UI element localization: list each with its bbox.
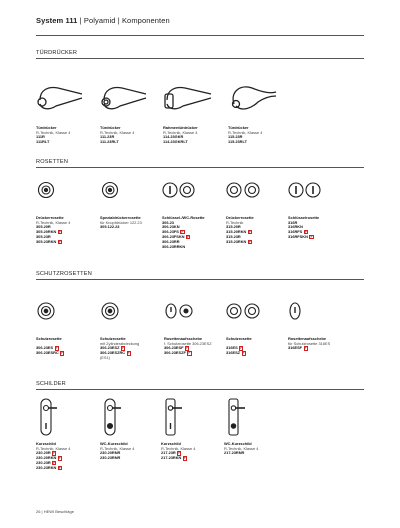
header-category: Komponenten (121, 16, 170, 25)
header-material: Polyamid (83, 16, 116, 25)
fire-rating-badge: F (61, 351, 64, 356)
product-item: Schutzrosette 316ES F 316ESZ F (226, 336, 252, 356)
fire-rating-badge: F (188, 351, 191, 356)
fire-rating-badge: F (53, 461, 56, 466)
product-item: WC-Kurzschild R-Technik, Klasse 4 230.20RNR 230.23RNR (100, 441, 135, 461)
fire-rating-badge: F (58, 466, 61, 471)
product-item: Kurzschild R-Technik, Klasse 4 217.23R F 217.23RKN F (161, 441, 196, 461)
section-rule (36, 167, 364, 168)
rosette-cover-image (164, 301, 194, 321)
fire-rating-badge: F (178, 451, 181, 456)
rosette-image (36, 181, 56, 199)
product-item: Rosettenaufsschebe für Schutzrosette 316ES 316ESF F (288, 336, 331, 351)
frame-door-handle-image (163, 80, 215, 116)
product-item: Rosettenaufsschebe f. Schutzrosette 306.23ESZ 306.23ESF F 306.23ESZF F (164, 336, 212, 356)
product-item: Drückerrosette R-Technik, Klasse 4 305.20R 305.20RKN F 305.23R 305.23RKN F (36, 215, 71, 244)
fire-rating-badge: F (240, 346, 243, 351)
header-system: System 111 (36, 16, 78, 25)
page-header: System 111 | Polyamid | Komponenten (36, 16, 170, 25)
product-item: Schutzrosette 306.23ES F 306.23ESRC F (36, 336, 64, 356)
section-title-schutzrosetten: SCHUTZROSETTEN (36, 271, 92, 277)
product-item: Kurzschild R-Technik, Klasse 4 230.20R F 230.20RKN F 230.23R F 230.23RKN F (36, 441, 71, 471)
product-item: Schlüssel-/WC-Rosette 306.23 306.23KN 306.23FS F 306.23FSKN F 306.23RR 306.23RRKN (162, 215, 205, 249)
fire-rating-badge: F (248, 230, 251, 235)
protective-rosette-image (100, 301, 120, 321)
short-plate-image (161, 397, 183, 437)
door-handle-image (228, 80, 280, 116)
product-item: Türdrücker R-Technik, Klasse 4 111.23R 111.23RLT (100, 125, 135, 145)
product-item: WC-Kurzschild R-Technik, Klasse 4 217.23RNR (224, 441, 259, 456)
key-wc-rosette-image (162, 181, 196, 199)
product-item: Türdrücker R-Technik, Klasse 4 111R 111RLT (36, 125, 71, 145)
fire-rating-badge: F (58, 230, 61, 235)
fire-rating-badge: F (186, 346, 189, 351)
fire-rating-badge: F (310, 235, 313, 239)
fire-rating-badge: F (183, 456, 186, 461)
fire-rating-badge: F (304, 346, 307, 351)
fire-rating-badge: F (122, 346, 125, 351)
section-rule (36, 389, 364, 390)
section-title-tuerdruecker: TÜRDRÜCKER (36, 50, 78, 56)
fire-rating-badge: F (304, 230, 307, 235)
product-item: Schlüsselrosette 316R 316RKN 316RFS F 316RFSKN F (288, 215, 320, 240)
fire-rating-badge: F (181, 230, 184, 235)
wc-short-plate-image (224, 397, 246, 437)
product-item: Spezialdrückerrosette für Knopfdrücker 122.23 305.122.23 (100, 215, 142, 230)
page-footer: 26 | HEWI Beschläge (36, 509, 74, 514)
key-rosette-image (288, 181, 322, 199)
product-item: Drückerrosette R-Technik 315.20R 315.20RKN F 315.23R 315.23RKN F (226, 215, 254, 244)
rosette-cover-image (288, 301, 302, 321)
rosette-image (226, 181, 262, 199)
product-item: Schutzrosette mit Zylinderabdeckung 306.23ESZ F 306.23ESZRC F (ES1) (100, 336, 140, 361)
product-item: Rahmentürdrücker R-Technik, Klasse 4 114.23GKR 114.23GKRLT (163, 125, 198, 145)
section-rule (36, 58, 364, 59)
short-plate-image (36, 397, 58, 437)
fire-rating-badge: F (242, 351, 245, 356)
door-handle-image (100, 80, 150, 116)
fire-rating-badge: F (53, 451, 56, 456)
fire-rating-badge: F (187, 235, 190, 239)
protective-rosette-image (226, 301, 262, 321)
door-handle-image (36, 80, 86, 116)
wc-short-plate-image (100, 397, 122, 437)
header-rule (36, 35, 364, 36)
rosette-image (100, 181, 120, 199)
fire-rating-badge: F (127, 351, 130, 356)
fire-rating-badge: F (248, 239, 251, 244)
fire-rating-badge: F (55, 346, 58, 351)
section-rule (36, 279, 364, 280)
product-item: Türdrücker R-Technik, Klasse 4 115.23R 115.23RLT (228, 125, 263, 145)
section-title-rosetten: ROSETTEN (36, 159, 69, 165)
protective-rosette-image (36, 301, 56, 321)
fire-rating-badge: F (58, 456, 61, 461)
section-title-schilder: SCHILDER (36, 381, 66, 387)
fire-rating-badge: F (58, 239, 61, 244)
